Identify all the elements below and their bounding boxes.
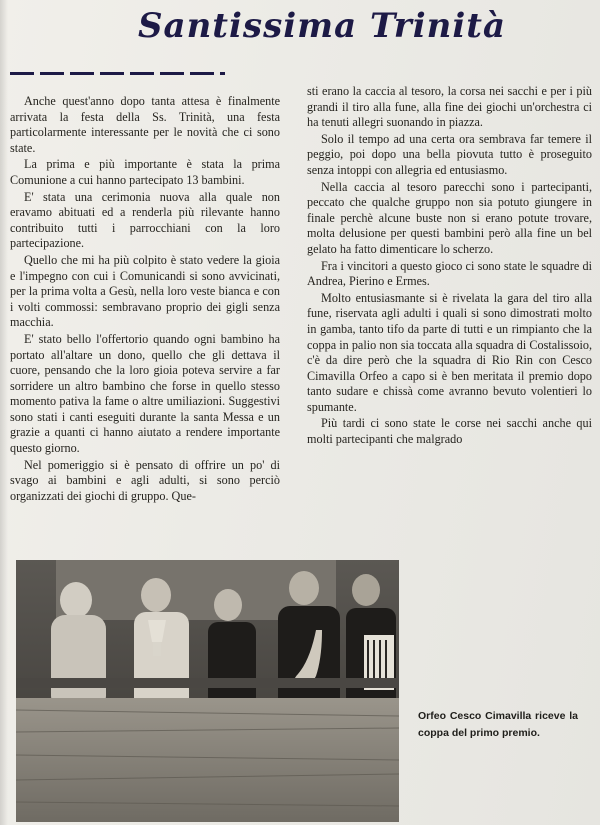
paragraph: Quello che mi ha più colpito è stato vedere la gioia e l'impegno con cui i Comunicandi si sono avvicinati, per la prima volta a Gesù, nella loro veste bianca e con i volti commossi: sembravano proprio dei gigli senza macchia. — [10, 252, 280, 330]
paragraph: Solo il tempo ad una certa ora sembrava far temere il peggio, poi dopo una bella piovuta tutto è proseguito senza intoppi con allegria ed entusiasmo. — [307, 131, 592, 177]
article-title: Santissima Trinità — [138, 6, 506, 46]
event-photo — [16, 560, 399, 822]
left-text-column — [10, 94, 280, 505]
paragraph: Nel pomeriggio si è pensato di offrire un po' di svago ai bambini e agli adulti, si sono perciò organizzati dei giochi di gruppo. Que- — [10, 457, 280, 503]
paragraph: Anche quest'anno dopo tanta attesa è finalmente arrivata la festa della Ss. Trinità, una festa particolarmente interessante per le novità che ci sono state. — [10, 94, 280, 155]
paragraph: Fra i vincitori a questo gioco ci sono state le squadre di Andrea, Pierino e Ermes. — [307, 258, 592, 289]
paragraph: La prima e più importante è stata la prima Comunione a cui hanno partecipato 13 bambini. — [10, 157, 280, 187]
paragraph: E' stato bello l'offertorio quando ogni bambino ha portato all'altare un dono, quello che gli dettava il cuore, pensando che la loro gioia poteva servire a far sorridere un altro bambino che forse in quello stesso momento pativa la fame o altre umiliazioni. Suggestivi sono stati i canti eseguiti durante la santa Messa e un grazie a quanti ci hanno aiutato a rendere importante questo giorno. — [10, 331, 280, 456]
paragraph: E' stata una cerimonia nuova alla quale non eravamo abituati ed a renderla più rilevante hanno contribuito tutti i parrocchiani con la loro partecipazione. — [10, 189, 280, 251]
right-text-column — [307, 84, 592, 449]
photo-caption: Orfeo Cesco Cimavilla riceve la coppa del primo premio. — [418, 710, 578, 739]
decorative-dashed-rule — [10, 72, 225, 75]
paragraph: Nella caccia al tesoro parecchi sono i partecipanti, peccato che qualche gruppo non sia potuto giungere in finale perchè alcune buste non si erano potute trovare, molta delusione per questi bambini però alla fine un bel gelato ha fatto dimenticare lo scherzo. — [307, 179, 592, 256]
paragraph: Molto entusiasmante si è rivelata la gara del tiro alla fune, riservata agli adulti i quali si sono dimostrati molto in gamba, tanto tifo da parte di tutti e un rimpianto che la coppa in palio non sia toccata alla squadra di Costalissoio, c'è da dire però che la squadra di Rio Rin con Cesco Cimavilla Orfeo a capo si è ben meritata il premio dopo tanto sudare e chissà come avranno bevuto volentieri lo spumante. — [307, 290, 592, 414]
paragraph: Più tardi ci sono state le corse nei sacchi anche qui molti partecipanti che malgrado — [307, 416, 592, 447]
paragraph: sti erano la caccia al tesoro, la corsa nei sacchi e per i più grandi il tiro alla fune, alla fine dei giochi un'orchestra ci ha tenuti allegri suonando in piazza. — [307, 84, 592, 130]
photo-illustration — [16, 560, 399, 822]
page-fold-shadow — [0, 0, 8, 825]
